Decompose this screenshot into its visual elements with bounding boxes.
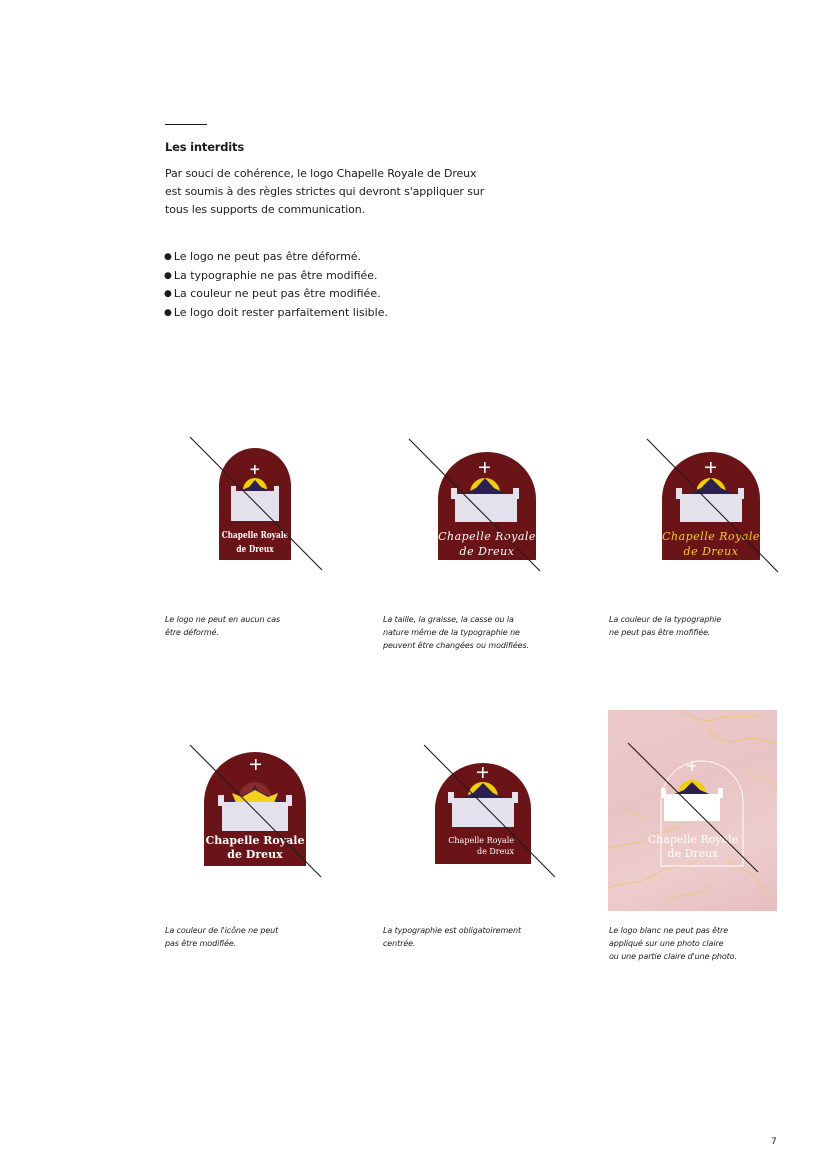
intro-paragraph [165,165,525,219]
logo-text-line2: de Dreux [683,545,739,558]
caption-line: ou une partie claire d'une photo. [609,952,737,961]
section-title: Les interdits [165,140,244,154]
logo-text-line2: de Dreux [227,848,283,861]
caption-line: centrée. [383,939,416,948]
rules-list [164,248,388,322]
intro-line: Par souci de cohérence, le logo Chapelle Royale de Dreux [165,167,477,180]
example-2-typography-logo [407,437,543,574]
intro-line: est soumis à des règles strictes qui devront s'appliquer sur [165,185,485,198]
caption-line: Le logo blanc ne peut pas être [609,926,729,935]
photo-logo-overlay [608,710,777,911]
caption-line: appliqué sur une photo claire [609,939,724,948]
logo-text-line1: Chapelle Royale [647,833,739,846]
caption-line: La typographie est obligatoirement [383,926,522,935]
caption-line: nature même de la typographie ne [383,628,520,637]
logo-text-line2: de Dreux [476,847,514,856]
example-5-alignment-logo [422,743,558,880]
caption-line: être déformé. [165,628,219,637]
caption-line: La couleur de l'icône ne peut [165,926,279,935]
rule-item: ● La couleur ne peut pas être modifiée. [164,285,388,304]
caption-example-2 [383,613,529,652]
example-4-icon-color-logo [188,743,324,880]
logo-text-line1: Chapelle Royale [662,530,760,543]
title-rule [165,124,207,125]
rule-item: ● Le logo ne peut pas être déformé. [164,248,388,267]
intro-line: tous les supports de communication. [165,203,366,216]
logo-text-line2: de Dreux [459,545,515,558]
caption-example-5 [383,924,521,950]
rule-item: ● Le logo doit rester parfaitement lisible. [164,304,388,323]
logo-text-line1: Chapelle Royale [205,834,305,847]
light-marble-photo [608,710,777,911]
logo-text-line1: Chapelle Royale [221,530,289,542]
logo-text-line1: Chapelle Royale [438,530,536,543]
logo-text-line1: Chapelle Royale [448,836,514,845]
logo-text-line2: de Dreux [236,544,274,556]
caption-line: pas être modifiée. [165,939,237,948]
caption-line: ne peut pas être mofifiée. [609,628,711,637]
caption-example-3 [609,613,721,639]
caption-line: La taille, la graisse, la casse ou la [383,615,514,624]
page-number: 7 [771,1137,777,1147]
caption-example-1 [165,613,280,639]
logo-text-line2: de Dreux [667,847,719,860]
rule-item: ● La typographie ne pas être modifiée. [164,267,388,286]
caption-example-4 [165,924,278,950]
caption-example-6 [609,924,737,963]
example-3-text-color-logo [645,437,781,574]
caption-line: peuvent être changées ou modifiées. [383,641,529,650]
caption-line: Le logo ne peut en aucun cas [165,615,281,624]
caption-line: La couleur de la typographie [609,615,722,624]
example-1-deformed-logo [190,437,326,574]
